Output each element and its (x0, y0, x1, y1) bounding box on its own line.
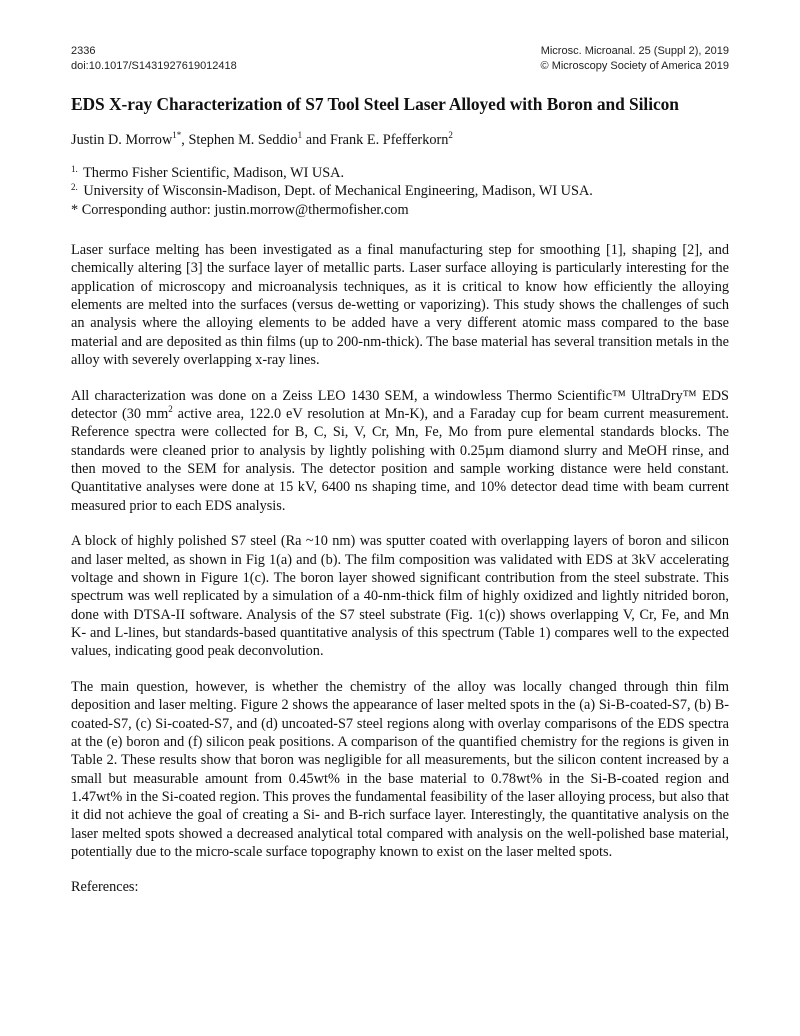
affiliation-item (71, 164, 729, 182)
paragraph-introduction: Laser surface melting has been investigated as a final manufacturing step for smoothing [1], shaping [2], and chemically altering [3] the surface layer of metallic parts. Laser surface alloying is particularly interesting for the application of microscopy and microanalysis techniques, as it is critical to know how efficiently the alloying elements are melted into the surfaces (versus de-wetting or vaporizing). This study shows the challenges of such an analysis where the alloying elements to be added have a very different atomic mass compared to the base material and are deposited as thin films (up to 200-nm-thick). The base material has several transition metals in the alloy with severely overlapping x-ray lines. (71, 241, 729, 368)
affiliation-item (71, 182, 729, 200)
paragraph-methods (71, 387, 729, 515)
author-name: Stephen M. Seddio (188, 132, 298, 148)
affiliation-text: Thermo Fisher Scientific, Madison, WI USA. (79, 165, 345, 181)
corresponding-author[interactable]: * Corresponding author: justin.morrow@thermofisher.com (71, 201, 409, 218)
doi-link[interactable]: doi:10.1017/S1431927619012418 (71, 59, 237, 72)
affiliation-text: University of Wisconsin-Madison, Dept. of Mechanical Engineering, Madison, WI USA. (79, 183, 593, 200)
author-affiliation-mark: 1 (297, 130, 303, 140)
running-header (71, 44, 729, 73)
author-separator: , (181, 132, 189, 148)
header-right (541, 44, 729, 73)
affiliations (71, 164, 729, 219)
page-number: 2336 (71, 45, 96, 57)
author-affiliation-mark: 1* (172, 130, 182, 140)
journal-citation: Microsc. Microanal. 25 (Suppl 2), 2019 (540, 45, 729, 57)
copyright-notice: © Microscopy Society of America 2019 (540, 59, 729, 72)
affiliation-mark: 2. (71, 182, 78, 193)
author-affiliation-mark: 2 (448, 130, 453, 140)
paragraph-sample-preparation: A block of highly polished S7 steel (Ra ~10 nm) was sputter coated with overlapping layers of boron and silicon and laser melted, as shown in Fig 1(a) and (b). The film composition was validated with EDS at 3kV accelerating voltage and shown in Figure 1(c). The boron layer showed significant contribution from the steel substrate. This spectrum was well replicated by a simulation of a 40-nm-thick film of highly oxidized and lightly nitrided boron, done with DTSA-II software. Analysis of the S7 steel substrate (Fig. 1(c)) shows overlapping V, Cr, Fe, and Mn K- and L-lines, but standards-based quantitative analysis of this spectrum (Table 1) compares well to the expected values, indicating good peak deconvolution. (71, 533, 729, 660)
author-separator: and (302, 132, 330, 148)
author-list (71, 131, 729, 149)
header-left (71, 44, 237, 73)
author-name: Justin D. Morrow (71, 132, 173, 148)
references-heading: References: (71, 879, 139, 896)
paragraph-methods-text-b: active area, 122.0 eV resolution at Mn-K), and a Faraday cup for beam current measurement. Reference spectra were collected for B, C, Si, V, Cr, Mn, Fe, Mo from pure elemental standards blocks. The standards were cleaned prior to analysis by lightly polishing with 0.25µm diamond slurry and MeOH rinse, and then moved to the SEM for analysis. The detector position and sample working distance were held constant. Quantitative analyses were done at 15 kV, 6400 ns shaping time, and 10% detector dead time with beam current measured prior to each EDS analysis. (71, 405, 729, 514)
paper-title: EDS X-ray Characterization of S7 Tool Steel Laser Alloyed with Boron and Silicon (71, 94, 679, 114)
author-name: Frank E. Pfefferkorn (329, 132, 449, 148)
body-text (71, 241, 729, 862)
affiliation-mark: 1. (71, 164, 78, 174)
superscript-squared: 2 (168, 403, 173, 414)
paragraph-methods-text-a: All characterization was done on a Zeiss LEO 1430 SEM, a windowless Thermo Scientific™ UltraDry™ EDS detector (30 mm (71, 387, 729, 422)
paper-page (71, 44, 729, 896)
paragraph-results: The main question, however, is whether the chemistry of the alloy was locally changed through thin film deposition and laser melting. Figure 2 shows the appearance of laser melted spots in the (a) Si-B-coated-S7, (b) B-coated-S7, (c) Si-coated-S7, and (d) uncoated-S7 steel regions along with overlay comparisons of the EDS spectra at the (e) boron and (f) silicon peak positions. A comparison of the quantified chemistry for the regions is given in Table 2. These results show that boron was negligible for all measurements, but the silicon content increased by a small but measurable amount from 0.45wt% in the base material to 0.78wt% in the Si-B-coated region and 1.47wt% in the Si-coated region. This proves the fundamental feasibility of the laser alloying process, but also that it did not achieve the goal of creating a Si- and B-rich surface layer. Interestingly, the quantitative analysis on the laser melted spots showed a decreased analytical total compared with analysis on the well-polished base material, potentially due to the micro-scale surface topography known to exist on the laser melted spots. (71, 679, 729, 861)
